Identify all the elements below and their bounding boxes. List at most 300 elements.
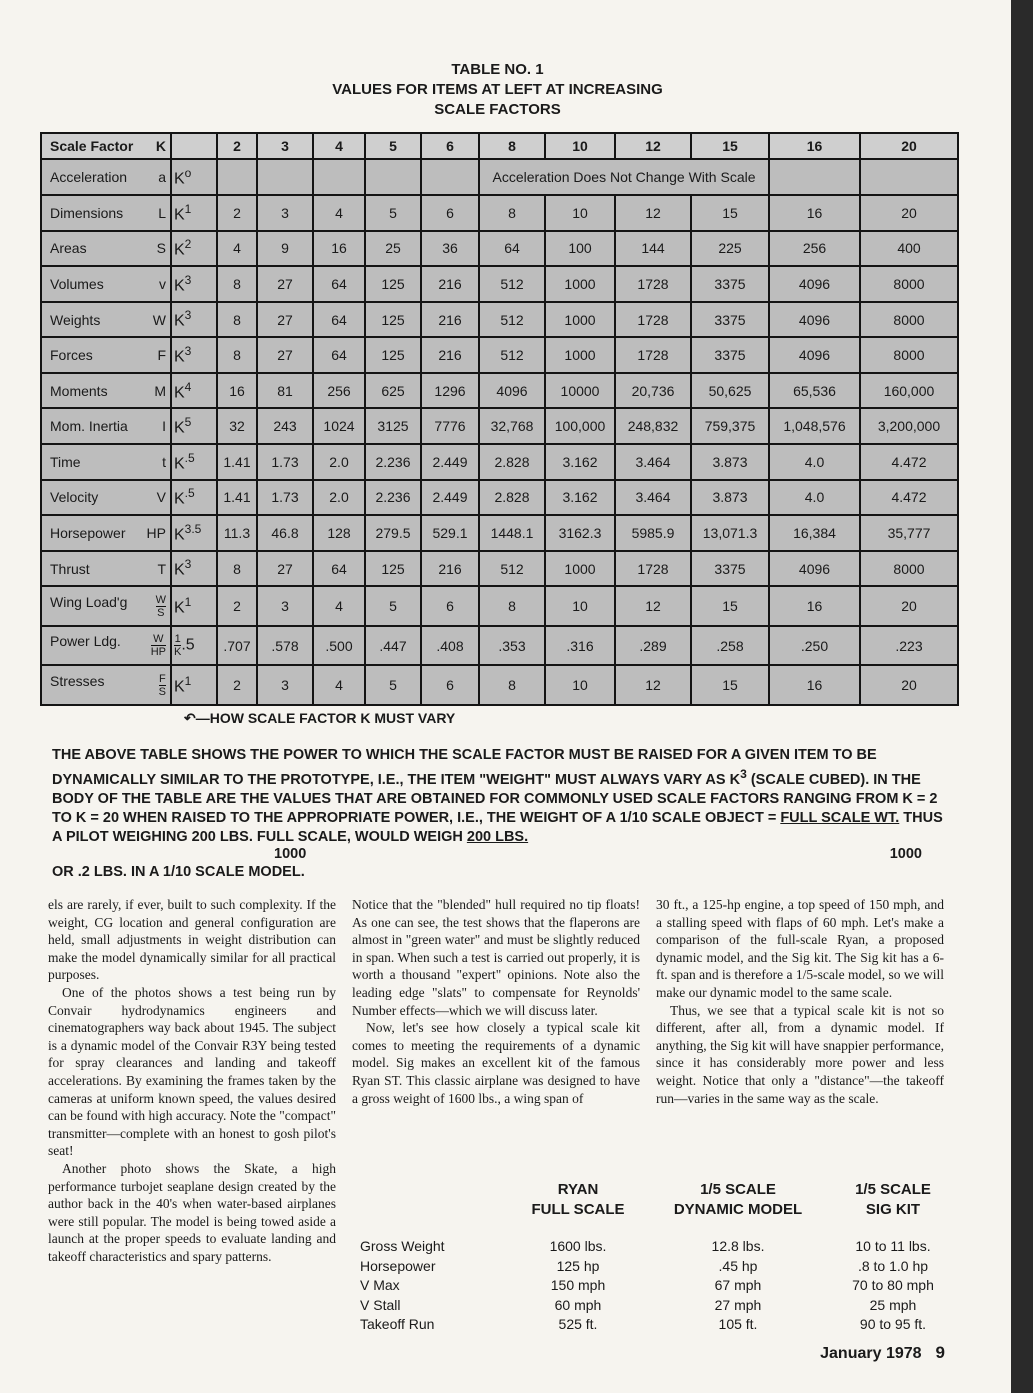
body-column-3 xyxy=(656,896,944,1107)
value-cell: 248,832 xyxy=(615,408,691,444)
power-base: K xyxy=(174,170,185,188)
value-cell: 10 xyxy=(545,665,615,705)
label-symbol: t xyxy=(162,453,166,470)
paragraph: Thus, we see that a typical scale kit is not so different, after all, from a dynamic model. If anything, the Sig kit will have snappier performance, since it has considerably more power and less weight. Notice that only a "distance"—the takeoff run—varies in the same way as the scale. xyxy=(656,1002,944,1106)
paragraph: 30 ft., a 125-hp engine, a top speed of 150 mph, and a stalling speed with flaps of 60 mph. Let's make a comparison of the full-scale Ryan, a proposed dynamic model, and the Sig kit. The Sig kit has a 6-ft. span and is therefore a 1/5-scale model, so we will make our dynamic model to the same scale. xyxy=(656,897,944,1000)
blank-cell xyxy=(769,159,860,195)
table-title xyxy=(0,60,995,120)
k-value: 8 xyxy=(479,133,545,159)
scale-factor-table xyxy=(40,132,957,706)
value-cell: 10000 xyxy=(545,373,615,409)
comparison-label: Horsepower xyxy=(360,1257,436,1274)
value-cell: 512 xyxy=(479,302,545,338)
k-value: 12 xyxy=(615,133,691,159)
value-cell: 4096 xyxy=(479,373,545,409)
value-cell: 8000 xyxy=(860,337,958,373)
table-row xyxy=(41,586,958,626)
dynamic-model-value: 27 mph xyxy=(714,1296,762,1313)
value-cell: 3.464 xyxy=(615,480,691,516)
label-symbol: a xyxy=(158,169,166,186)
comparison-label: V Max xyxy=(360,1277,400,1293)
value-cell: 64 xyxy=(313,551,365,587)
value-cell: 216 xyxy=(421,337,479,373)
table-row xyxy=(41,626,958,666)
row-label xyxy=(41,231,171,267)
power-cell xyxy=(171,231,217,267)
label-symbol xyxy=(156,594,170,619)
label-text: Weights xyxy=(50,311,101,328)
value-cell: 16 xyxy=(217,373,257,409)
k-value: 20 xyxy=(860,133,958,159)
label-text: Volumes xyxy=(50,275,104,292)
power-exponent: 4 xyxy=(184,379,192,394)
table-row xyxy=(41,408,958,444)
label-symbol: K xyxy=(155,138,166,155)
header-line: RYAN xyxy=(557,1181,599,1198)
blank-cell xyxy=(217,159,257,195)
value-cell: .353 xyxy=(479,626,545,666)
power-exponent: 3 xyxy=(184,308,192,323)
value-cell: .408 xyxy=(421,626,479,666)
power-exponent: .5 xyxy=(184,450,195,465)
value-cell: 2.0 xyxy=(313,444,365,480)
comparison-row xyxy=(358,1316,958,1335)
value-cell: 2 xyxy=(217,195,257,231)
value-cell: 256 xyxy=(769,231,860,267)
value-cell: 125 xyxy=(365,302,421,338)
power-exponent: 1 xyxy=(184,674,192,689)
denominator: S xyxy=(157,606,165,619)
value-cell: 46.8 xyxy=(257,515,313,551)
value-cell: 8 xyxy=(479,665,545,705)
value-cell: .500 xyxy=(313,626,365,666)
label-text: Moments xyxy=(50,382,108,399)
paragraph: Another photo shows the Skate, a high performance turbojet seaplane design created by the author back in the 40's when water-based airplanes were still popular. The model is being towed aside a launch at the proper speeds to evaluate landing and takeoff characteristics and spary patterns. xyxy=(48,1160,336,1264)
value-cell: 1448.1 xyxy=(479,515,545,551)
power-exponent: 3 xyxy=(184,557,192,572)
row-label xyxy=(41,551,171,587)
table-row xyxy=(41,337,958,373)
value-cell: 160,000 xyxy=(860,373,958,409)
label-text: Acceleration xyxy=(50,169,128,186)
table-row xyxy=(41,159,958,195)
value-cell: 144 xyxy=(615,231,691,267)
table-row xyxy=(41,302,958,338)
caption-arrow-note xyxy=(184,710,455,727)
value-cell: 1728 xyxy=(615,551,691,587)
power-base: K xyxy=(174,526,185,544)
value-cell: 20 xyxy=(860,586,958,626)
label-symbol: L xyxy=(158,204,166,221)
label-symbol: HP xyxy=(146,525,166,542)
value-cell: 64 xyxy=(313,266,365,302)
value-cell: 8 xyxy=(217,302,257,338)
power-base: K xyxy=(174,455,185,473)
value-cell: 12 xyxy=(615,665,691,705)
power-cell xyxy=(171,444,217,480)
header-line: 1/5 SCALE xyxy=(855,1181,931,1198)
value-cell: 3 xyxy=(257,665,313,705)
value-cell: 4 xyxy=(313,195,365,231)
label-symbol: I xyxy=(162,418,166,435)
value-cell: 4096 xyxy=(769,551,860,587)
value-cell: .289 xyxy=(615,626,691,666)
power-cell xyxy=(171,159,217,195)
value-cell: 279.5 xyxy=(365,515,421,551)
issue-date: January 1978 xyxy=(820,1345,922,1362)
label-text: Dimensions xyxy=(50,204,124,221)
sig-kit-value: 10 to 11 lbs. xyxy=(855,1238,931,1254)
power-cell xyxy=(171,586,217,626)
label-symbol: V xyxy=(156,489,166,506)
k-value: 5 xyxy=(365,133,421,159)
value-cell: 3 xyxy=(257,586,313,626)
value-cell: 529.1 xyxy=(421,515,479,551)
value-cell: 216 xyxy=(421,302,479,338)
value-cell: 2.236 xyxy=(365,480,421,516)
page-footer xyxy=(820,1343,945,1363)
denominator: K xyxy=(174,646,182,659)
value-cell: 128 xyxy=(313,515,365,551)
value-cell: 81 xyxy=(257,373,313,409)
label-symbol: F xyxy=(157,347,166,364)
label-text: Velocity xyxy=(50,489,99,506)
label-text: Wing Load'g xyxy=(50,593,128,610)
sig-kit-value: 25 mph xyxy=(869,1296,917,1313)
value-cell: 13,071.3 xyxy=(691,515,769,551)
note-text-b: (SCALE CUBED). IN THE BODY OF THE TABLE ARE THE VALUES THAT ARE OBTAINED FOR COMMONLY USED SCALE FACTORS RANGING FROM K = 2 TO K = 20 WHEN RAISED TO THE APPROPRIATE POWER, I.E., THE WEIGHT OF A 1/10 SCALE OBJECT = xyxy=(52,771,938,826)
body-column-1 xyxy=(48,896,336,1265)
table-row xyxy=(41,515,958,551)
value-cell: .707 xyxy=(217,626,257,666)
fraction xyxy=(156,594,166,619)
power-cell xyxy=(171,626,217,666)
blank-cell xyxy=(313,159,365,195)
label-text: Scale Factor xyxy=(50,138,134,155)
value-cell: 1000 xyxy=(545,337,615,373)
value-cell: 1.41 xyxy=(217,480,257,516)
power-base: K xyxy=(174,277,185,295)
page-number: 9 xyxy=(935,1343,945,1362)
power-cell xyxy=(171,551,217,587)
value-cell: 512 xyxy=(479,337,545,373)
ryan-value: 150 mph xyxy=(550,1277,606,1293)
value-cell: 27 xyxy=(257,551,313,587)
table-row xyxy=(41,266,958,302)
value-cell: 3375 xyxy=(691,551,769,587)
value-cell: 1024 xyxy=(313,408,365,444)
header-line: FULL SCALE xyxy=(531,1201,625,1218)
title-line-1: TABLE NO. 1 xyxy=(451,61,544,78)
power-exponent: 3 xyxy=(184,272,192,287)
value-cell: 8000 xyxy=(860,551,958,587)
value-cell: 243 xyxy=(257,408,313,444)
power-base: K xyxy=(174,348,185,366)
value-cell: 400 xyxy=(860,231,958,267)
value-cell: 512 xyxy=(479,266,545,302)
label-symbol: v xyxy=(159,275,166,292)
value-cell: 20 xyxy=(860,195,958,231)
note-text-a: THE ABOVE TABLE SHOWS THE POWER TO WHICH THE SCALE FACTOR MUST BE RAISED FOR A GIVEN ITEM TO BE DYNAMICALLY SIMILAR TO THE PROTOTYPE, I.E., THE ITEM "WEIGHT" MUST ALWAYS VARY AS K xyxy=(52,747,877,788)
value-cell: 4096 xyxy=(769,266,860,302)
value-cell: 16 xyxy=(769,665,860,705)
value-cell: .316 xyxy=(545,626,615,666)
value-cell: .258 xyxy=(691,626,769,666)
note-denominator-2: 1000 xyxy=(889,846,922,862)
power-base: K xyxy=(174,561,185,579)
row-label xyxy=(41,515,171,551)
value-cell: 2.449 xyxy=(421,480,479,516)
blank-cell xyxy=(421,159,479,195)
power-exponent: .5 xyxy=(184,486,195,501)
note-text-c: THUS A PILOT WEIGHING 200 LBS. FULL SCALE, WOULD WEIGH xyxy=(52,809,943,845)
value-cell: 2.449 xyxy=(421,444,479,480)
power-base: K xyxy=(174,599,185,617)
paragraph: Now, let's see how closely a typical scale kit comes to meeting the requirements of a dynamic model. Sig makes an excellent kit of the famous Ryan ST. This classic airplane was designed to have a gross weight of 1600 lbs., a wing span of xyxy=(352,1020,640,1106)
value-cell: 4 xyxy=(313,586,365,626)
value-cell: 125 xyxy=(365,266,421,302)
value-cell: 125 xyxy=(365,337,421,373)
value-cell: 4 xyxy=(313,665,365,705)
value-cell: 100,000 xyxy=(545,408,615,444)
row-label xyxy=(41,195,171,231)
numerator: W xyxy=(151,633,166,646)
blank-cell xyxy=(860,159,958,195)
table-row xyxy=(41,231,958,267)
power-exponent: 3.5 xyxy=(184,521,202,536)
k-value: 4 xyxy=(313,133,365,159)
comparison-label: Takeoff Run xyxy=(360,1316,435,1332)
comparison-row xyxy=(358,1277,958,1296)
value-cell: 64 xyxy=(479,231,545,267)
value-cell: 3375 xyxy=(691,337,769,373)
note-line-3: OR .2 LBS. IN A 1/10 SCALE MODEL. xyxy=(52,864,305,880)
value-cell: 1.73 xyxy=(257,480,313,516)
value-cell: 2.828 xyxy=(479,480,545,516)
value-cell: 1.73 xyxy=(257,444,313,480)
label-symbol xyxy=(151,633,170,658)
value-cell: .250 xyxy=(769,626,860,666)
value-cell: 32 xyxy=(217,408,257,444)
power-base: K xyxy=(174,383,185,401)
paragraph: els are rarely, if ever, built to such complexity. If the weight, CG location and general configuration are held, small adjustments in weight distribution can make the model dynamically similar for all practical purposes. xyxy=(48,897,336,983)
k-value: 2 xyxy=(217,133,257,159)
label-text: Forces xyxy=(50,347,93,364)
k-value: 6 xyxy=(421,133,479,159)
power-exponent: 1 xyxy=(184,595,192,610)
ryan-value: 125 hp xyxy=(556,1257,600,1274)
value-cell: 2.236 xyxy=(365,444,421,480)
value-cell: 125 xyxy=(365,551,421,587)
k-value: 16 xyxy=(769,133,860,159)
value-cell: 1000 xyxy=(545,551,615,587)
value-cell: 3.464 xyxy=(615,444,691,480)
value-cell: 100 xyxy=(545,231,615,267)
caption-text: HOW SCALE FACTOR K MUST VARY xyxy=(209,710,456,726)
value-cell: 10 xyxy=(545,195,615,231)
numerator: 1 xyxy=(174,633,181,646)
power-cell xyxy=(171,266,217,302)
power-base: K xyxy=(174,678,185,696)
value-cell: 1000 xyxy=(545,266,615,302)
label-text: Thrust xyxy=(50,560,90,577)
row-label xyxy=(41,159,171,195)
value-cell: 512 xyxy=(479,551,545,587)
denominator: S xyxy=(158,685,166,698)
value-cell: 7776 xyxy=(421,408,479,444)
power-exponent: 2 xyxy=(184,237,192,252)
header-line: DYNAMIC MODEL xyxy=(673,1201,803,1218)
label-symbol: W xyxy=(152,311,166,328)
value-cell: 8 xyxy=(479,586,545,626)
title-line-2: VALUES FOR ITEMS AT LEFT AT INCREASING xyxy=(332,81,663,98)
row-label xyxy=(41,665,171,705)
sig-kit-value: .8 to 1.0 hp xyxy=(857,1257,929,1274)
value-cell: 25 xyxy=(365,231,421,267)
row-label xyxy=(41,408,171,444)
value-cell: 8 xyxy=(479,195,545,231)
value-cell: 4.0 xyxy=(769,444,860,480)
power-cell xyxy=(171,302,217,338)
row-label xyxy=(41,302,171,338)
title-line-3: SCALE FACTORS xyxy=(434,101,561,118)
value-cell: 3.873 xyxy=(691,444,769,480)
value-cell: .223 xyxy=(860,626,958,666)
value-cell: 256 xyxy=(313,373,365,409)
value-cell: 50,625 xyxy=(691,373,769,409)
ryan-value: 60 mph xyxy=(554,1296,602,1313)
value-cell: 35,777 xyxy=(860,515,958,551)
paragraph: Notice that the "blended" hull required no tip floats! As one can see, the test shows that the flaperons are almost in "green water" and must be slightly reduced in span. When such a test is carried out properly, it is worth a thousand "expert" opinions. Note also the leading edge "slats" to compensate for Reynolds' Number effects—which we will discuss later. xyxy=(352,897,640,1018)
numerator: F xyxy=(158,672,166,685)
value-cell: 216 xyxy=(421,266,479,302)
header-sig-kit xyxy=(828,1180,958,1220)
row-label xyxy=(41,586,171,626)
value-cell: 15 xyxy=(691,665,769,705)
paragraph: One of the photos shows a test being run by Convair hydrodynamics engineers and cinematographers way back about 1945. The subject is a dynamic model of the Convair R3Y being tested for spray clearances and landing and takeoff accelerations. By examining the frames taken by the cameras at uniform known speed, the values desired can be found with high accuracy. Note the "compact" transmitter—complete with an honest to gosh pilot's seat! xyxy=(48,984,336,1159)
value-cell: 10 xyxy=(545,586,615,626)
numerator: W xyxy=(155,593,166,606)
dynamic-model-value: .45 hp xyxy=(718,1257,758,1274)
header-line: SIG KIT xyxy=(865,1201,921,1218)
dynamic-model-value: 12.8 lbs. xyxy=(711,1238,765,1254)
label-text: Mom. Inertia xyxy=(50,418,128,435)
value-cell: 65,536 xyxy=(769,373,860,409)
row-label xyxy=(41,337,171,373)
power-exponent: .5 xyxy=(181,636,195,654)
value-cell: 12 xyxy=(615,586,691,626)
power-exponent: 5 xyxy=(184,415,192,430)
comparison-row xyxy=(358,1297,958,1316)
label-symbol xyxy=(159,673,170,698)
value-cell: .447 xyxy=(365,626,421,666)
row-label xyxy=(41,133,171,159)
value-cell: 3375 xyxy=(691,302,769,338)
value-cell: 3.162 xyxy=(545,480,615,516)
value-cell: 16 xyxy=(769,586,860,626)
power-cell xyxy=(171,408,217,444)
value-cell: 5985.9 xyxy=(615,515,691,551)
value-cell: 11.3 xyxy=(217,515,257,551)
value-cell: 216 xyxy=(421,551,479,587)
dynamic-model-value: 105 ft. xyxy=(718,1316,758,1332)
value-cell: 1,048,576 xyxy=(769,408,860,444)
label-text: Horsepower xyxy=(50,525,126,542)
label-symbol: S xyxy=(156,240,166,257)
value-cell: 1728 xyxy=(615,302,691,338)
value-cell: 64 xyxy=(313,302,365,338)
value-cell: 8 xyxy=(217,551,257,587)
row-label xyxy=(41,373,171,409)
label-text: Stresses xyxy=(50,672,105,689)
value-cell: 3375 xyxy=(691,266,769,302)
row-label xyxy=(41,626,171,666)
page-edge xyxy=(1011,0,1033,1393)
power-cell xyxy=(171,480,217,516)
label-text: Power Ldg. xyxy=(50,633,121,650)
value-cell: 6 xyxy=(421,665,479,705)
value-cell: 625 xyxy=(365,373,421,409)
value-cell: 27 xyxy=(257,337,313,373)
value-cell: 6 xyxy=(421,195,479,231)
value-cell: 8000 xyxy=(860,266,958,302)
header-line: 1/5 SCALE xyxy=(700,1181,776,1198)
value-cell: 1000 xyxy=(545,302,615,338)
note-denominator-1: 1000 xyxy=(274,846,307,862)
value-cell: 1728 xyxy=(615,337,691,373)
note-k3: 3 xyxy=(740,767,747,781)
value-cell: 6 xyxy=(421,586,479,626)
note-full-scale: FULL SCALE WT. xyxy=(780,809,900,826)
row-label xyxy=(41,444,171,480)
value-cell: 8 xyxy=(217,337,257,373)
table-explanation xyxy=(52,746,952,880)
ryan-value: 1600 lbs. xyxy=(549,1238,607,1254)
arrow-icon: ↶— xyxy=(184,710,210,726)
table-row xyxy=(41,195,958,231)
power-cell xyxy=(171,195,217,231)
table-header-row xyxy=(41,133,958,159)
value-cell: 4.472 xyxy=(860,444,958,480)
value-cell: 2 xyxy=(217,665,257,705)
label-text: Areas xyxy=(50,240,87,257)
value-cell: 759,375 xyxy=(691,408,769,444)
value-cell: 3125 xyxy=(365,408,421,444)
value-cell: 3.162 xyxy=(545,444,615,480)
label-symbol: T xyxy=(157,560,166,577)
sig-kit-value: 90 to 95 ft. xyxy=(859,1316,927,1332)
value-cell: 1.41 xyxy=(217,444,257,480)
value-cell: 16 xyxy=(313,231,365,267)
comparison-label: Gross Weight xyxy=(360,1238,445,1254)
value-cell: 3162.3 xyxy=(545,515,615,551)
k-value: 3 xyxy=(257,133,313,159)
k-value: 15 xyxy=(691,133,769,159)
value-cell: 15 xyxy=(691,195,769,231)
value-cell: 27 xyxy=(257,266,313,302)
denominator: HP xyxy=(150,646,166,659)
value-cell: 36 xyxy=(421,231,479,267)
value-cell: 4.0 xyxy=(769,480,860,516)
power-base: K xyxy=(174,205,185,223)
power-base: K xyxy=(174,490,185,508)
power-exponent: o xyxy=(184,165,192,180)
power-cell xyxy=(171,373,217,409)
value-cell: 2.0 xyxy=(313,480,365,516)
value-cell: 4 xyxy=(217,231,257,267)
fraction xyxy=(159,673,166,698)
header-dynamic-model xyxy=(658,1180,818,1220)
